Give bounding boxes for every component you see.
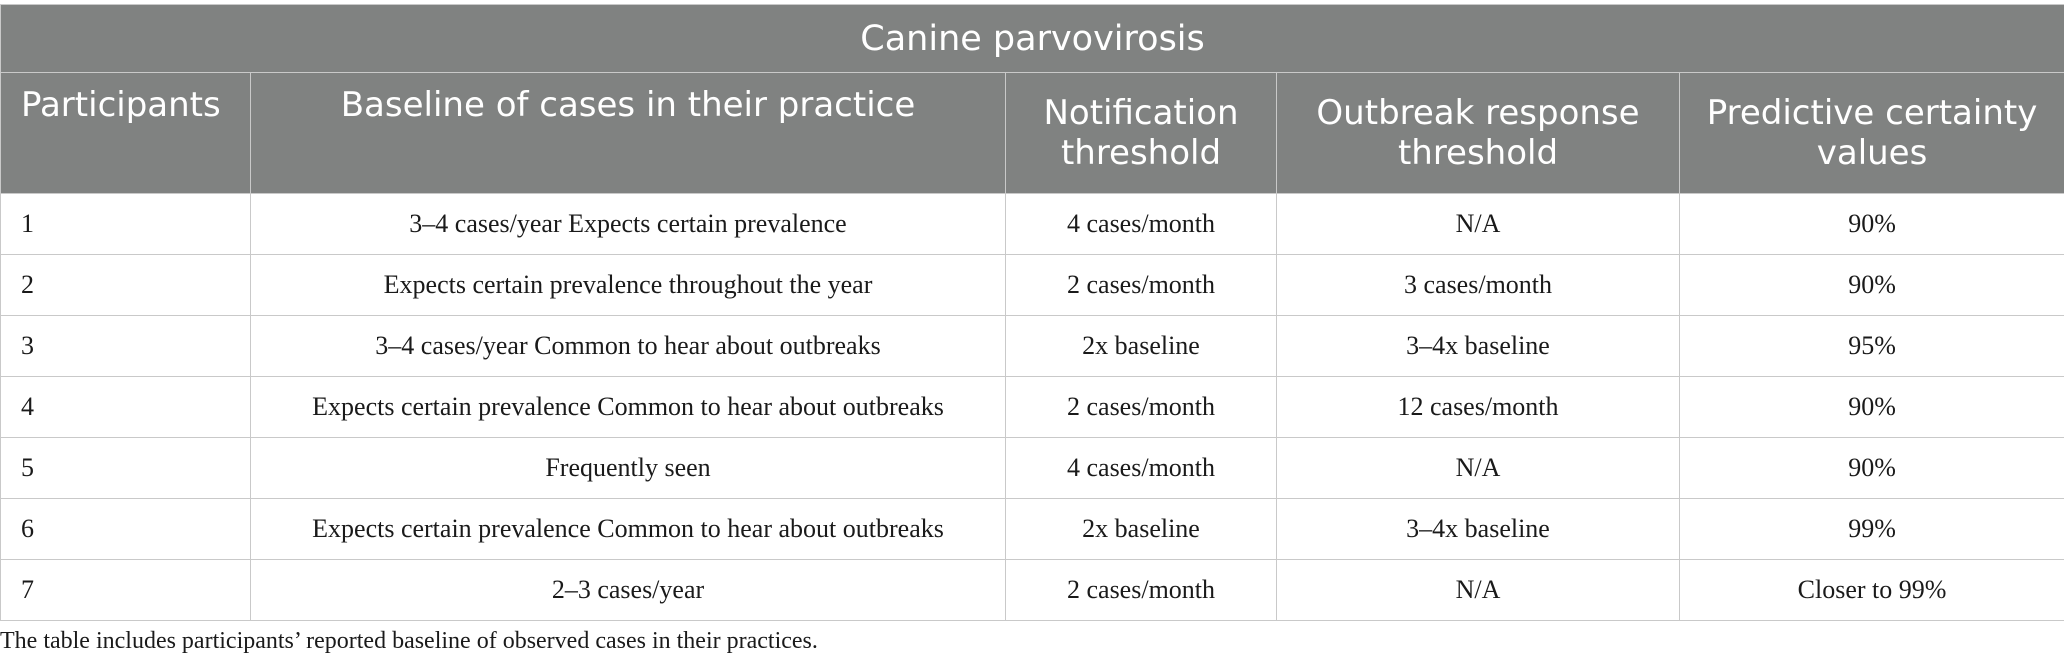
cell-participant: 7 [1,560,251,621]
canine-parvovirosis-table [0,4,2064,621]
data-table-container [0,4,2064,621]
cell-baseline: Expects certain prevalence throughout the year [251,255,1006,316]
table-header-row [1,73,2064,194]
cell-baseline: Frequently seen [251,438,1006,499]
cell-participant: 6 [1,499,251,560]
cell-participant: 3 [1,316,251,377]
header-baseline: Baseline of cases in their practice [251,73,1006,194]
cell-certainty: Closer to 99% [1680,560,2064,621]
cell-baseline: 3–4 cases/year Common to hear about outbreaks [251,316,1006,377]
cell-certainty: 90% [1680,255,2064,316]
cell-outbreak-threshold: 3–4x baseline [1277,499,1680,560]
cell-baseline: Expects certain prevalence Common to hear about outbreaks [251,499,1006,560]
table-row [1,438,2064,499]
table-row [1,316,2064,377]
cell-outbreak-threshold: N/A [1277,560,1680,621]
cell-notification-threshold: 2x baseline [1006,499,1277,560]
cell-baseline: Expects certain prevalence Common to hear about outbreaks [251,377,1006,438]
cell-participant: 2 [1,255,251,316]
cell-notification-threshold: 2 cases/month [1006,560,1277,621]
cell-outbreak-threshold: 3 cases/month [1277,255,1680,316]
cell-certainty: 99% [1680,499,2064,560]
cell-participant: 5 [1,438,251,499]
table-title: Canine parvovirosis [1,5,2064,73]
table-row [1,499,2064,560]
table-title-row [1,5,2064,73]
table-row [1,194,2064,255]
table-row [1,377,2064,438]
cell-notification-threshold: 2 cases/month [1006,377,1277,438]
cell-baseline: 3–4 cases/year Expects certain prevalence [251,194,1006,255]
table-footnote: The table includes participants’ reported baseline of observed cases in their practices. [0,628,818,654]
table-row [1,560,2064,621]
cell-certainty: 90% [1680,438,2064,499]
cell-outbreak-threshold: 12 cases/month [1277,377,1680,438]
cell-certainty: 90% [1680,377,2064,438]
header-notification-threshold: Notification threshold [1006,73,1277,194]
cell-notification-threshold: 2 cases/month [1006,255,1277,316]
cell-certainty: 90% [1680,194,2064,255]
header-outbreak-response-threshold: Outbreak response threshold [1277,73,1680,194]
cell-baseline: 2–3 cases/year [251,560,1006,621]
cell-outbreak-threshold: 3–4x baseline [1277,316,1680,377]
cell-notification-threshold: 4 cases/month [1006,194,1277,255]
header-predictive-certainty: Predictive certainty values [1680,73,2064,194]
cell-participant: 1 [1,194,251,255]
table-row [1,255,2064,316]
cell-notification-threshold: 2x baseline [1006,316,1277,377]
header-participants: Participants [1,73,251,194]
cell-participant: 4 [1,377,251,438]
cell-outbreak-threshold: N/A [1277,194,1680,255]
cell-notification-threshold: 4 cases/month [1006,438,1277,499]
cell-outbreak-threshold: N/A [1277,438,1680,499]
cell-certainty: 95% [1680,316,2064,377]
